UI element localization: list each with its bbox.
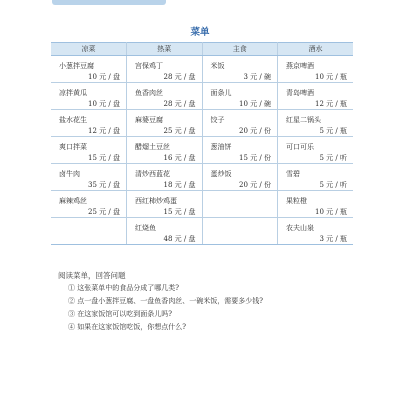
dish-price: 5 元 / 听 <box>319 181 347 189</box>
question-item: ① 这张菜单中的食品分成了哪几类? <box>68 284 179 292</box>
menu-cell <box>202 110 278 137</box>
dish-price: 35 元 / 盘 <box>88 181 120 189</box>
dish-price: 15 元 / 份 <box>239 154 271 162</box>
dish-price: 3 元 / 碗 <box>243 73 271 81</box>
dish-name: 醋熘土豆丝 <box>135 143 170 151</box>
menu-cell <box>51 137 127 164</box>
menu-cell <box>127 137 203 164</box>
dish-name: 农夫山泉 <box>286 224 314 232</box>
dish-price: 15 元 / 盘 <box>88 154 120 162</box>
dish-name: 饺子 <box>210 116 225 124</box>
dish-price: 10 元 / 盘 <box>88 73 120 81</box>
dish-name: 西红柿炒鸡蛋 <box>135 197 177 205</box>
menu-cell <box>202 164 278 191</box>
menu-cell <box>278 83 354 110</box>
dish-name: 青岛啤酒 <box>286 89 314 97</box>
menu-table <box>51 42 353 245</box>
menu-row <box>51 56 353 83</box>
menu-row <box>51 218 353 245</box>
menu-row <box>51 110 353 137</box>
dish-price: 25 元 / 盘 <box>88 208 120 216</box>
dish-price: 20 元 / 份 <box>239 127 271 135</box>
dish-price: 15 元 / 盘 <box>163 208 196 216</box>
dish-price: 28 元 / 盘 <box>163 100 196 108</box>
menu-cell <box>127 164 203 191</box>
menu-cell <box>127 191 203 218</box>
dish-name: 米饭 <box>210 62 225 70</box>
dish-name: 葱油饼 <box>210 143 232 151</box>
dish-price: 18 元 / 盘 <box>163 181 196 189</box>
menu-row <box>51 137 353 164</box>
menu-cell <box>51 164 127 191</box>
dish-price: 12 元 / 瓶 <box>315 100 347 108</box>
dish-name: 可口可乐 <box>286 143 314 151</box>
menu-cell <box>278 137 354 164</box>
dish-price: 3 元 / 瓶 <box>319 235 347 243</box>
dish-name: 鱼香肉丝 <box>135 89 163 97</box>
menu-cell <box>278 56 354 83</box>
dish-price: 5 元 / 听 <box>319 154 347 162</box>
dish-name: 小葱拌豆腐 <box>59 62 94 70</box>
dish-price: 28 元 / 盘 <box>163 73 196 81</box>
question-item: ④ 如果在这家饭馆吃饭，你想点什么? <box>68 323 186 331</box>
dish-price: 10 元 / 瓶 <box>315 208 347 216</box>
dish-price: 10 元 / 盘 <box>88 100 120 108</box>
dish-price: 12 元 / 盘 <box>88 127 120 135</box>
dish-name: 麻婆豆腐 <box>135 116 163 124</box>
menu-cell <box>127 56 203 83</box>
menu-header-row <box>51 43 353 56</box>
menu-cell <box>278 191 354 218</box>
dish-name: 卤牛肉 <box>59 170 80 178</box>
dish-price: 25 元 / 盘 <box>163 127 196 135</box>
menu-cell <box>278 218 354 245</box>
dish-name: 红星二锅头 <box>286 116 321 124</box>
dish-name: 盐水花生 <box>59 116 87 124</box>
menu-cell <box>51 191 127 218</box>
dish-name: 果粒橙 <box>286 197 307 205</box>
dish-name: 雪碧 <box>286 170 300 178</box>
menu-cell <box>278 110 354 137</box>
questions-heading: 阅读菜单，回答问题 <box>58 271 126 280</box>
column-header-hot-dishes: 热菜 <box>127 43 203 56</box>
menu-cell <box>202 137 278 164</box>
dish-name: 爽口拌菜 <box>59 143 87 151</box>
dish-price: 10 元 / 瓶 <box>315 73 347 81</box>
dish-name: 红烧鱼 <box>135 224 156 232</box>
menu-row <box>51 191 353 218</box>
menu-cell <box>127 110 203 137</box>
questions-list <box>68 283 263 335</box>
menu-cell <box>51 218 127 245</box>
column-header-staple-food: 主食 <box>202 43 278 56</box>
column-header-cold-dishes: 凉菜 <box>51 43 127 56</box>
menu-row <box>51 164 353 191</box>
menu-cell <box>278 164 354 191</box>
menu-row <box>51 83 353 110</box>
dish-name: 宫保鸡丁 <box>135 62 163 70</box>
menu-cell <box>202 191 278 218</box>
column-header-drinks: 酒水 <box>278 43 354 56</box>
dish-name: 清炒西蓝花 <box>135 170 170 178</box>
menu-cell <box>51 83 127 110</box>
dish-price: 5 元 / 瓶 <box>319 127 347 135</box>
menu-title: 菜单 <box>190 27 210 38</box>
dish-price: 16 元 / 盘 <box>163 154 196 162</box>
header-tab-decoration <box>52 0 166 5</box>
menu-cell <box>202 56 278 83</box>
menu-cell <box>202 83 278 110</box>
dish-name: 蛋炒饭 <box>210 170 232 178</box>
dish-price: 10 元 / 碗 <box>239 100 271 108</box>
question-item: ③ 在这家饭馆可以吃到面条儿吗? <box>68 310 172 318</box>
dish-name: 麻辣鸡丝 <box>59 197 87 205</box>
question-item: ② 点一盘小葱拌豆腐、一盘鱼香肉丝、一碗米饭，需要多少钱? <box>68 297 263 305</box>
menu-cell <box>202 218 278 245</box>
menu-cell <box>51 56 127 83</box>
menu-cell <box>127 218 203 245</box>
dish-name: 凉拌黄瓜 <box>59 89 87 97</box>
menu-cell <box>51 110 127 137</box>
dish-price: 20 元 / 份 <box>239 181 271 189</box>
dish-name: 面条儿 <box>210 89 232 97</box>
dish-price: 48 元 / 盘 <box>163 235 196 243</box>
menu-cell <box>127 83 203 110</box>
dish-name: 燕京啤酒 <box>286 62 314 70</box>
